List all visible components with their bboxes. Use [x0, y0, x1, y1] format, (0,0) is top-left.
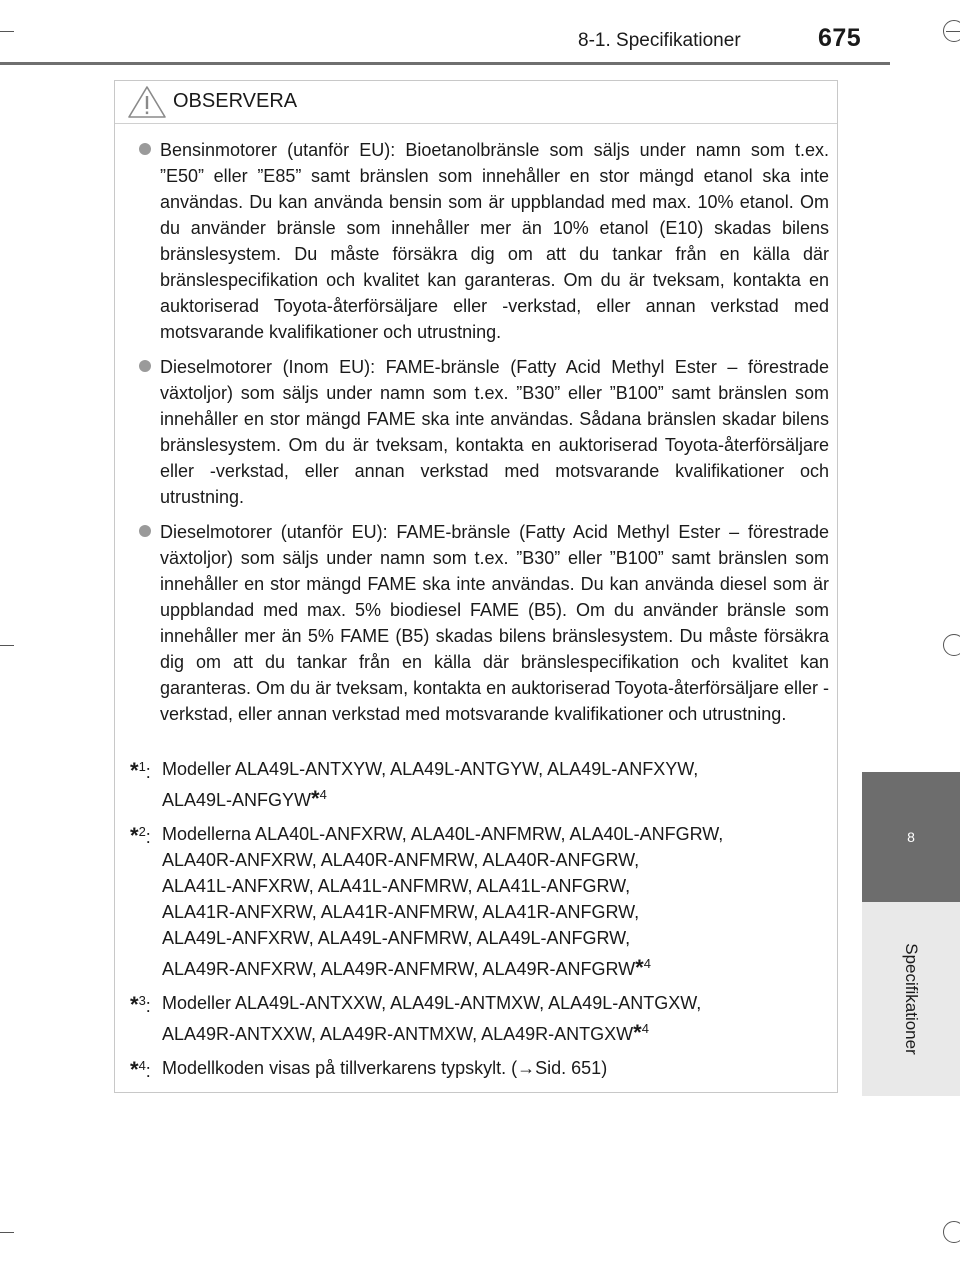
notice-items	[127, 137, 829, 736]
warning-triangle-icon	[127, 85, 167, 119]
footnote-line: Modeller ALA49L-ANTXXW, ALA49L-ANTMXW, ALA49L-ANTGXW,	[162, 993, 702, 1013]
registration-mark-mid-right	[943, 634, 960, 656]
bullet-icon	[139, 525, 151, 537]
crop-mark-mid-left	[0, 645, 14, 646]
notice-header	[115, 81, 837, 124]
page-number: 675	[818, 24, 862, 52]
footnote-line: Modellerna ALA40L-ANFXRW, ALA40L-ANFMRW, ALA40L-ANFGRW,	[162, 824, 724, 844]
list-item-text: Dieselmotorer (utanför EU): FAME-bränsle (Fatty Acid Methyl Ester – förestrade växtoljor) som säljs under namn som t.ex. ”B30” eller ”B100” samt bränslen som innehåller en stor mängd FAME ska inte användas. Du kan använda diesel som är uppblandad med max. 5% biodiesel FAME (B5). Om du använder bränsle som innehåller mer än 5% FAME (B5) skadas bilens bränslesystem. Du måste försäkra dig om att du tankar från en källa där bränslespecifikation och kvalitet kan garanteras. Om du är tveksam, kontakta en auktoriserad Toyota-återförsäljare eller -verkstad, eller annan verkstad med motsvarande kvalifikationer och utrustning.	[160, 522, 829, 724]
footnote-line: ALA41L-ANFXRW, ALA41L-ANFMRW, ALA41L-ANFGRW,	[162, 876, 631, 896]
footnote-4	[130, 1055, 830, 1081]
registration-mark-top-right	[943, 20, 960, 42]
footnote-line-last: ALA49R-ANTXXW, ALA49R-ANTMXW, ALA49R-ANTGXW*$^4$	[162, 1020, 649, 1045]
chapter-number: 8	[862, 772, 960, 902]
footnote-line-last: ALA49R-ANFXRW, ALA49R-ANFMRW, ALA49R-ANFGRW*$^4$	[162, 955, 651, 980]
footnote-ref: *$^4$	[311, 786, 327, 811]
footnote-2	[130, 821, 830, 982]
footnote-line: ALA49L-ANFXRW, ALA49L-ANFMRW, ALA49L-ANFGRW,	[162, 928, 631, 948]
footnote-3	[130, 990, 830, 1047]
footnote-line: ALA41R-ANFXRW, ALA41R-ANFMRW, ALA41R-ANFGRW,	[162, 902, 640, 922]
list-item	[127, 519, 829, 727]
chapter-side-tab	[862, 772, 960, 1096]
footnotes	[130, 756, 830, 1089]
footnote-marker: *$^3$:	[130, 992, 151, 1017]
list-item	[127, 354, 829, 510]
bullet-icon	[139, 360, 151, 372]
chapter-label-box	[862, 902, 960, 1096]
footnote-ref: *$^4$	[635, 955, 651, 980]
registration-mark-bottom-right	[943, 1221, 960, 1243]
list-item	[127, 137, 829, 345]
footnote-line: ALA40R-ANFXRW, ALA40R-ANFMRW, ALA40R-ANFGRW,	[162, 850, 640, 870]
footnote-line: Modeller ALA49L-ANTXYW, ALA49L-ANTGYW, ALA49L-ANFXYW,	[162, 759, 699, 779]
footnote-line-last: ALA49L-ANFGYW*$^4$	[162, 786, 327, 811]
section-title: 8-1. Specifikationer	[578, 30, 741, 51]
footnote-ref: *$^4$	[633, 1020, 649, 1045]
notice-title: OBSERVERA	[173, 90, 298, 112]
footnote-marker: *$^2$:	[130, 823, 151, 848]
list-item-text: Bensinmotorer (utanför EU): Bioetanolbränsle som säljs under namn som t.ex. ”E50” eller ”E85” samt bränslen som innehåller en stor mängd etanol ska inte användas. Du kan använda bensin som är uppblandad med max. 10% etanol. Om du använder bränsle som innehåller mer än 10% etanol (E10) skadas bilens bränslesystem. Du måste försäkra dig om att du tankar från en källa där bränslespecifikation och kvalitet kan garanteras. Om du är tveksam, kontakta en auktoriserad Toyota-återförsäljare eller -verkstad, eller annan verkstad med motsvarande kvalifikationer och utrustning.	[160, 140, 829, 342]
bullet-icon	[139, 143, 151, 155]
crop-mark-bottom-left	[0, 1232, 14, 1233]
list-item-text: Dieselmotorer (Inom EU): FAME-bränsle (Fatty Acid Methyl Ester – förestrade växtoljor) som säljs under namn som t.ex. ”B30” eller ”B100” samt bränslen som innehåller en stor mängd FAME ska inte användas. Sådana bränslen skadar bilens bränslesystem. Om du är tveksam, kontakta en auktoriserad Toyota-återförsäljare eller -verkstad, eller annan verkstad med motsvarande kvalifikationer och utrustning.	[160, 357, 829, 507]
footnote-marker: *$^4$:	[130, 1057, 151, 1082]
footnote-marker: *$^1$:	[130, 758, 151, 783]
footnote-1	[130, 756, 830, 813]
header-rule	[0, 62, 890, 65]
crop-mark-top-left	[0, 31, 14, 32]
chapter-label: Specifikationer	[902, 943, 921, 1055]
footnote-line: Modellkoden visas på tillverkarens typskylt. (→Sid. 651)	[162, 1058, 608, 1078]
